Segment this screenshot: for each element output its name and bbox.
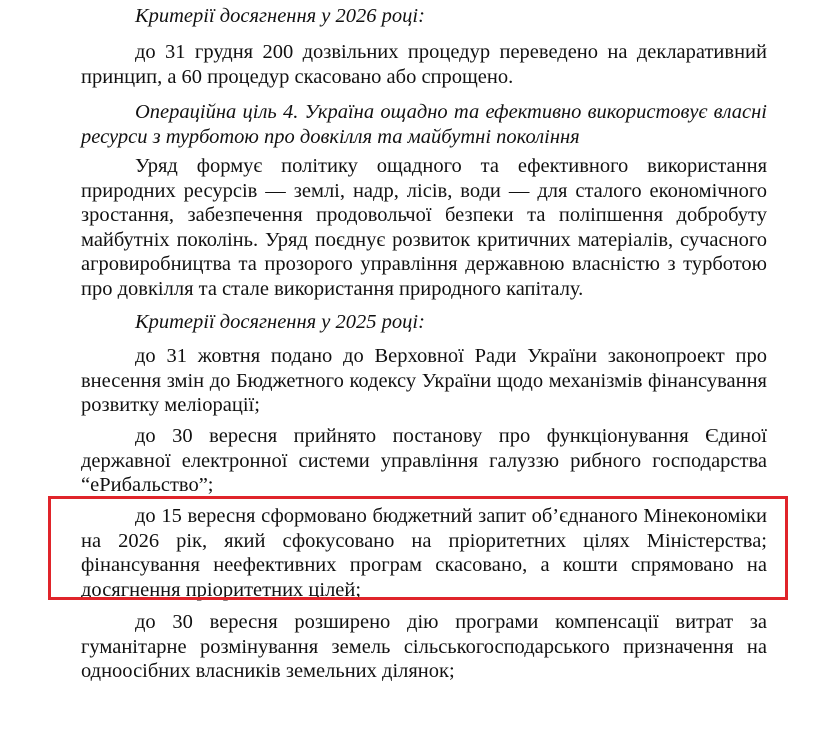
criteria-2025-item-budget-request: до 15 вересня сформовано бюджетний запит об’єднаного Мінекономіки на 2026 рік, який сфокусовано на пріоритетних цілях Міністерства; фінансування неефективних програм скасовано, а кошти спрямовано на досягнення пріоритетних цілей; [81, 505, 767, 601]
criteria-2025-heading: Критерії досягнення у 2025 році: [135, 311, 425, 333]
criteria-2025-item-budget-code: до 31 жовтня подано до Верховної Ради України законопроект про внесення змін до Бюджетного кодексу України щодо механізмів фінансування розвитку меліорації; [81, 345, 767, 416]
criteria-2026-heading: Критерії досягнення у 2026 році: [135, 5, 425, 27]
highlight-box [48, 496, 788, 600]
criteria-2026-item: до 31 грудня 200 дозвільних процедур переведено на декларативний принцип, а 60 процедур скасовано або спрощено. [81, 41, 767, 88]
operational-goal-4-heading: Операційна ціль 4. Україна ощадно та ефективно використовує власні ресурси з турботою про довкілля та майбутні покоління [81, 101, 767, 148]
criteria-2025-item-erybalstvo: до 30 вересня прийнято постанову про функціонування Єдиної державної електронної системи управління галуззю рибного господарства “еРибальство”; [81, 425, 767, 496]
goal-4-description: Уряд формує політику ощадного та ефективного використання природних ресурсів — землі, надр, лісів, води — для сталого економічного зростання, забезпечення продовольчої безпеки та поліпшення добробуту майбутніх поколінь. Уряд поєднує розвиток критичних матеріалів, сучасного агровиробництва та прозорого управління державною власністю з турботою про довкілля та стале використання природного капіталу. [81, 155, 767, 300]
criteria-2025-item-demining: до 30 вересня розширено дію програми компенсації витрат за гуманітарне розмінування земель сільськогосподарського призначення на одноосібних власників земельних ділянок; [81, 611, 767, 682]
